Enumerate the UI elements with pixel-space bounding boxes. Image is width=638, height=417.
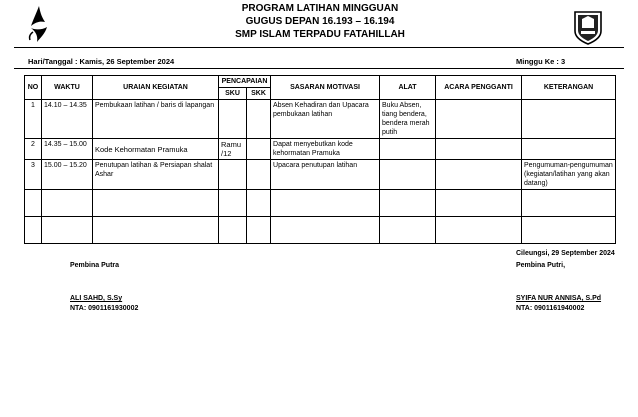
info-divider <box>14 68 624 69</box>
table-row-empty <box>25 217 616 244</box>
table-row <box>25 100 616 139</box>
header-skk: SKK <box>247 88 271 100</box>
header-subtitle: GUGUS DEPAN 16.193 – 16.194 <box>245 16 395 27</box>
header-divider <box>14 47 624 48</box>
cell-sku <box>219 160 247 190</box>
cell-sasaran: Upacara penutupan latihan <box>271 160 380 190</box>
cell-uraian: Penutupan latihan & Persiapan shalat Ashar <box>93 160 219 190</box>
cell-acara <box>436 139 522 160</box>
header-no: NO <box>25 76 42 100</box>
cell-skk <box>247 100 271 139</box>
header-school: SMP ISLAM TERPADU FATAHILLAH <box>235 29 405 40</box>
cell-acara <box>436 100 522 139</box>
cell-no: 2 <box>25 139 42 160</box>
header-pencapaian: PENCAPAIAN <box>219 76 271 88</box>
cell-alat: Buku Absen, tiang bendera, bendera merah putih <box>380 100 436 139</box>
header-keterangan: KETERANGAN <box>522 76 616 100</box>
cell-sku <box>219 100 247 139</box>
header-uraian: URAIAN KEGIATAN <box>93 76 219 100</box>
scout-emblem-logo <box>28 4 50 44</box>
signature-right-name: SYIFA NUR ANNISA, S.Pd <box>516 295 602 302</box>
table-row <box>25 139 616 160</box>
cell-no: 1 <box>25 100 42 139</box>
header-acara: ACARA PENGGANTI <box>436 76 522 100</box>
cell-waktu: 14.35 – 15.00 <box>42 139 93 160</box>
header-waktu: WAKTU <box>42 76 93 100</box>
header-sku: SKU <box>219 88 247 100</box>
signature-left-title: Pembina Putra <box>70 262 120 269</box>
date-label: Hari/Tanggal : Kamis, 26 September 2024 <box>28 57 175 66</box>
week-label: Minggu Ke : 3 <box>516 57 566 66</box>
table-row <box>25 160 616 190</box>
cell-sku: Ramu /12 <box>219 139 247 160</box>
cell-sasaran: Dapat menyebutkan kode kehormatan Pramuka <box>271 139 380 160</box>
header-alat: ALAT <box>380 76 436 100</box>
document-header <box>120 2 520 41</box>
cell-keterangan: Pengumuman-pengumuman (kegiatan/latihan yang akan datang) <box>522 160 616 190</box>
cell-uraian: Kode Kehormatan Pramuka <box>93 139 219 160</box>
cell-waktu: 15.00 – 15.20 <box>42 160 93 190</box>
school-badge-logo <box>573 9 603 45</box>
cell-alat <box>380 160 436 190</box>
signature-left-nta: NTA: 0901161930002 <box>70 305 139 312</box>
cell-uraian: Pembukaan latihan / baris di lapangan <box>93 100 219 139</box>
cell-skk <box>247 139 271 160</box>
cell-skk <box>247 160 271 190</box>
table-row-empty <box>25 190 616 217</box>
header-title: PROGRAM LATIHAN MINGGUAN <box>241 3 399 14</box>
cell-sasaran: Absen Kehadiran dan Upacara pembukaan latihan <box>271 100 380 139</box>
cell-no: 3 <box>25 160 42 190</box>
cell-keterangan <box>522 100 616 139</box>
header-sasaran: SASARAN MOTIVASI <box>271 76 380 100</box>
signature-place-date: Cileungsi, 29 September 2024 <box>516 250 615 257</box>
cell-waktu: 14.10 – 14.35 <box>42 100 93 139</box>
cell-alat <box>380 139 436 160</box>
signature-right-title: Pembina Putri, <box>516 262 566 269</box>
cell-keterangan <box>522 139 616 160</box>
signature-right-nta: NTA: 0901161940002 <box>516 305 585 312</box>
cell-acara <box>436 160 522 190</box>
activity-table <box>24 75 616 244</box>
signature-left-name: ALI SAHD, S.Sy <box>70 295 123 302</box>
